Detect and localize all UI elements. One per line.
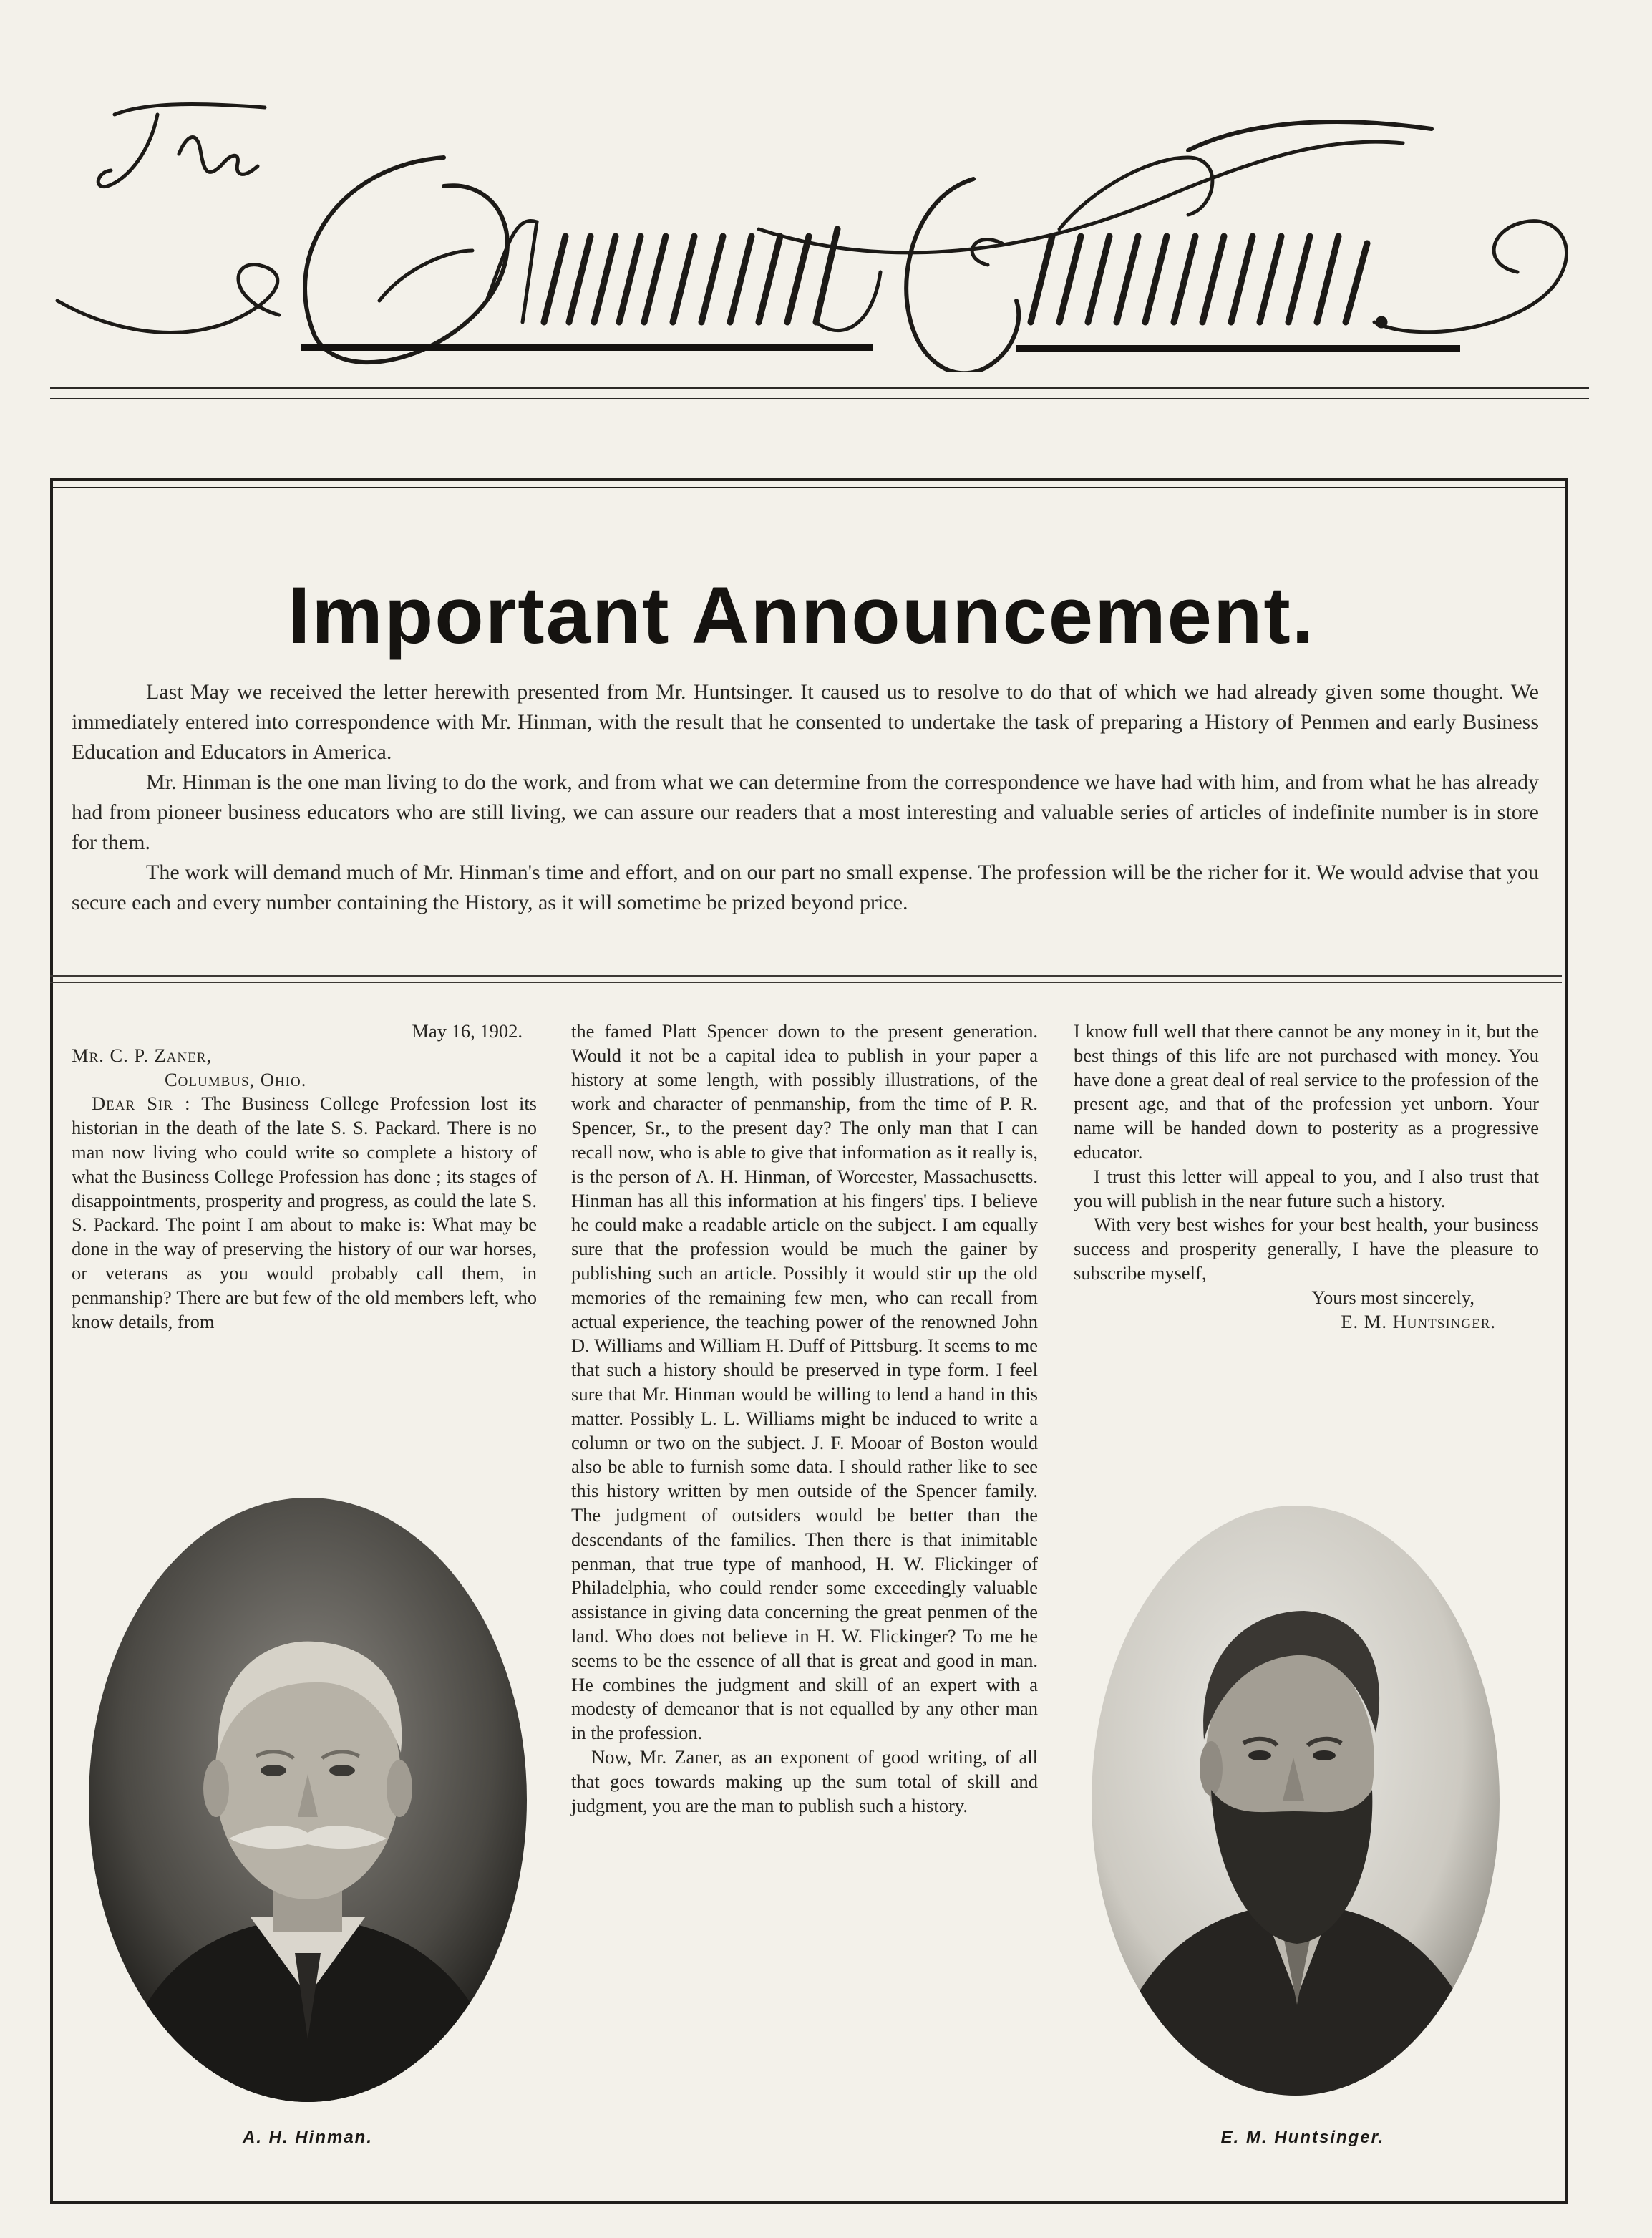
letter-body-right: With very best wishes for your best health, your business success and prosperity generally, I have the pleasure to subscribe myself, — [1074, 1214, 1539, 1284]
letter-date: May 16, 1902. — [412, 1020, 523, 1042]
frame-top-rule — [50, 487, 1568, 488]
letter-closing: Yours most sincerely, — [1311, 1286, 1474, 1308]
header-rule — [50, 387, 1589, 389]
letter-addressee: Mr. C. P. Zaner, — [72, 1044, 212, 1066]
letter-column-middle — [571, 1019, 1038, 1818]
portrait-hinman-image — [86, 1495, 530, 2105]
letter-body-text: The Business College Profession lost its historian in the death of the late S. S. Packard. There is no man now living who could write so complete a history of what the Business College Profession has done ; its stages of disappointments, prosperity and progress, as could the late S. S. Packard. The point I am about to make is: What may be done in the way of preserving the history of our war horses, or veterans as you would probably call them, in penmanship? There are but few of the old members left, who know details, from — [72, 1093, 537, 1332]
section-divider — [50, 982, 1562, 983]
portrait-hinman — [86, 1495, 530, 2105]
intro-paragraph: Last May we received the letter herewith presented from Mr. Huntsinger. It caused us to resolve to do that of which we had already given some thought. We immediately entered into correspondence with Mr. Hinman, with the result that he consented to undertake the task of preparing a History of Penmen and early Business Education and Educators in America. — [72, 680, 1539, 764]
announcement-headline: Important Announcement. — [288, 571, 1316, 661]
announcement-intro — [72, 677, 1539, 918]
letter-city: Columbus, Ohio. — [165, 1068, 307, 1090]
letter-column-left — [72, 1019, 537, 1334]
portrait-huntsinger-image — [1089, 1503, 1502, 2098]
intro-paragraph: Mr. Hinman is the one man living to do the work, and from what we can determine from the correspondence we have had with him, and from what he has already had from pioneer business educators who are still living, we can assure our readers that a most interesting and valuable series of articles of indefinite number is in store for them. — [72, 770, 1539, 854]
letter-body-left — [72, 1092, 537, 1334]
section-divider — [50, 975, 1562, 977]
letter-body-middle: Now, Mr. Zaner, as an exponent of good writing, of all that goes towards making up the sum total of skill and judgment, you are the man to publish such a history. — [571, 1745, 1038, 1816]
intro-paragraph: The work will demand much of Mr. Hinman's time and effort, and on our part no small expense. The profession will be the richer for it. We would advise that you secure each and every number containing the History, as it will sometime be prized beyond price. — [72, 861, 1539, 914]
caption-hinman: A. H. Hinman. — [242, 2128, 373, 2147]
portrait-huntsinger — [1089, 1503, 1502, 2098]
masthead-script-lettering — [43, 86, 1589, 372]
letter-body-right: I know full well that there cannot be any money in it, but the best things of this life are not purchased with money. You have done a great deal of real service to the profession of the present age, and that of the profession yet unborn. Your name will be handed down to posterity as a progressive educator. — [1074, 1020, 1539, 1163]
caption-huntsinger: E. M. Huntsinger. — [1220, 2128, 1385, 2147]
masthead-logo — [43, 86, 1589, 372]
letter-column-right — [1074, 1019, 1539, 1334]
letter-body-right: I trust this letter will appeal to you, and I also trust that you will publish in the near future such a history. — [1074, 1165, 1539, 1211]
letter-signature: E. M. Huntsinger. — [1341, 1310, 1496, 1332]
header-rule — [50, 398, 1589, 399]
letter-salutation: Dear Sir : — [92, 1093, 191, 1115]
letter-body-middle: the famed Platt Spencer down to the present generation. Would it not be a capital idea to publish in your paper a history at some length, with possibly illustrations, of the work and character of penmanship, from the time of P. R. Spencer, Sr., to the present day? The only man that I can recall now, who is able to give that information as it really is, is the person of A. H. Hinman, of Worcester, Massachusetts. Hinman has all this information at his fingers' tips. I believe he could make a readable article on the subject. I am equally sure that the profession would be much the gainer by publishing such an article. Possibly it would stir up the old memories of the remaining few men, who can recall from actual experience, the teaching power of the renowned John D. Williams and William H. Duff of Pittsburg. It seems to me that such a history should be preserved in type form. I feel sure that Mr. Hinman would be willing to lend a hand in this matter. Possibly L. L. Williams might be induced to write a column or two on the subject. J. F. Mooar of Boston would also be able to furnish some data. I should rather like to see this history written by men outside of the Spencer family. The judgment of outsiders would be better than the descendants of the families. Then there is that inimitable penman, that true type of manhood, H. W. Flickinger of Philadelphia, who could render some exceedingly valuable assistance in giving data concerning the great penmen of the land. Who does not believe in H. W. Flickinger? To me he seems to be the essence of all that is great and good in man. He combines the judgment and skill of an expert with a modesty of demeanor that is not equalled by any other man in the profession. — [571, 1020, 1038, 1744]
